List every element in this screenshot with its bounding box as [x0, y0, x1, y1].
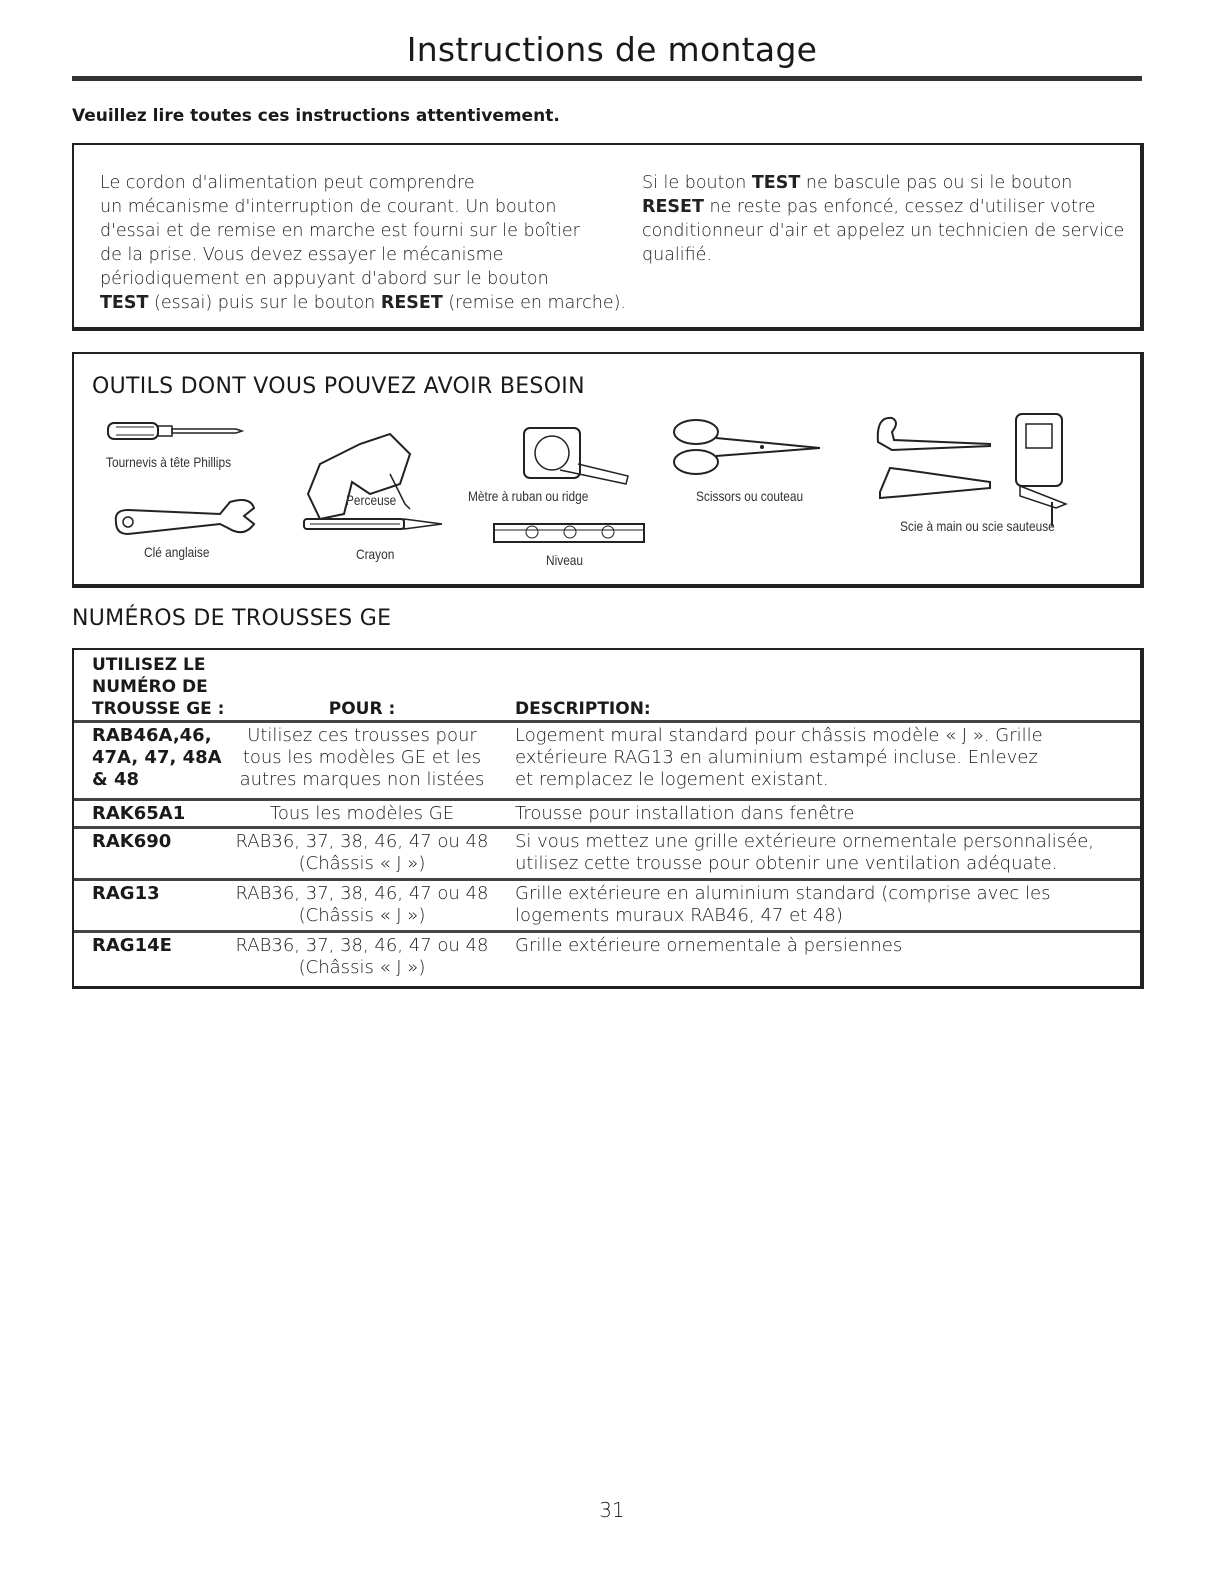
header-description: DESCRIPTION:	[515, 699, 651, 719]
description-cell	[515, 803, 854, 825]
title-rule	[72, 76, 1142, 81]
saw-icon	[870, 412, 1110, 532]
wrench-icon	[110, 494, 260, 544]
tool-label: Clé anglaise	[144, 544, 210, 560]
for-cell	[234, 725, 490, 791]
scissors-icon	[670, 416, 830, 480]
for-cell	[234, 935, 490, 979]
kit-cell	[92, 831, 171, 853]
cell-line: RAB36, 37, 38, 46, 47 ou 48	[235, 883, 489, 904]
tool-label: Perceuse	[346, 492, 397, 508]
table-header	[74, 650, 1140, 723]
tool-label: Crayon	[356, 546, 395, 562]
kit-cell	[92, 883, 160, 905]
cell-line: RAB36, 37, 38, 46, 47 ou 48	[235, 831, 489, 852]
cell-line: Tous les modèles GE	[269, 803, 455, 824]
table-row	[74, 801, 1140, 829]
text-span: (remise en marche).	[442, 293, 626, 313]
reset-term: RESET	[380, 293, 443, 313]
kits-table	[72, 648, 1144, 989]
cell-line: RAG14E	[92, 935, 172, 956]
for-cell	[234, 883, 490, 927]
page-number: 31	[599, 1498, 625, 1522]
page-title: Instructions de montage	[406, 30, 818, 69]
cell-line: Grille extérieure ornementale à persiennes	[515, 935, 903, 956]
tools-box	[72, 352, 1144, 588]
notice-box	[72, 143, 1144, 331]
text-span: (essai) puis sur le bouton	[148, 293, 381, 313]
header-text: UTILISEZ LE	[92, 655, 206, 675]
header-for: POUR :	[328, 699, 396, 719]
text-line: d'essai et de remise en marche est fourni sur le boîtier	[100, 221, 580, 241]
cell-line: RAK690	[92, 831, 172, 852]
tool-label: Scie à main ou scie sauteuse	[900, 518, 1055, 534]
tool-label: Scissors ou couteau	[696, 488, 804, 504]
pencil-icon	[302, 516, 452, 532]
reset-term: RESET	[642, 197, 704, 217]
cell-line: (Châssis « J »)	[298, 905, 426, 926]
level-icon	[492, 522, 648, 546]
cell-line: Grille extérieure en aluminium standard (comprise avec les	[515, 883, 1051, 904]
cell-line: & 48	[92, 769, 140, 790]
tool-label: Tournevis à tête Phillips	[106, 454, 232, 470]
header-text: TROUSSE GE :	[92, 699, 225, 719]
description-cell	[515, 725, 1043, 791]
subtitle: Veuillez lire toutes ces instructions attentivement.	[72, 106, 560, 126]
text-line: de la prise. Vous devez essayer le mécanisme	[100, 245, 504, 265]
notice-left	[100, 171, 626, 315]
kit-cell	[92, 725, 222, 791]
cell-line: Trousse pour installation dans fenêtre	[515, 803, 855, 824]
header-kit	[92, 654, 224, 720]
header-text: NUMÉRO DE	[92, 677, 208, 697]
text-span: ne reste pas enfoncé, cessez d'utiliser votre	[703, 197, 1096, 217]
table-row	[74, 881, 1140, 933]
text-line	[642, 171, 1124, 195]
cell-line: et remplacez le logement existant.	[515, 769, 829, 790]
cell-line: RAG13	[92, 883, 160, 904]
text-span: Si le bouton	[642, 173, 752, 193]
for-cell	[234, 831, 490, 875]
kit-cell	[92, 803, 185, 825]
description-cell	[515, 883, 1050, 927]
kits-heading: NUMÉROS DE TROUSSES GE	[72, 606, 392, 631]
cell-line: RAB36, 37, 38, 46, 47 ou 48	[235, 935, 489, 956]
cell-line: Si vous mettez une grille extérieure ornementale personnalisée,	[515, 831, 1094, 852]
description-cell	[515, 935, 902, 957]
cell-line: RAK65A1	[92, 803, 186, 824]
table-row	[74, 723, 1140, 801]
cell-line: autres marques non listées	[239, 769, 485, 790]
cell-line: extérieure RAG13 en aluminium estampé incluse. Enlevez	[515, 747, 1038, 768]
cell-line: (Châssis « J »)	[298, 853, 426, 874]
text-line: Le cordon d'alimentation peut comprendre	[100, 173, 475, 193]
test-term: TEST	[751, 173, 801, 193]
kit-cell	[92, 935, 172, 957]
table-row	[74, 829, 1140, 881]
cell-line: utilisez cette trousse pour obtenir une ventilation adéquate.	[515, 853, 1058, 874]
text-line	[642, 195, 1124, 219]
cell-line: Logement mural standard pour châssis modèle « J ». Grille	[515, 725, 1043, 746]
text-line	[100, 291, 626, 315]
notice-right	[642, 171, 1124, 267]
tool-label: Niveau	[546, 552, 584, 568]
text-line: un mécanisme d'interruption de courant. Un bouton	[100, 197, 557, 217]
cell-line: tous les modèles GE et les	[242, 747, 482, 768]
test-term: TEST	[100, 293, 149, 313]
cell-line: logements muraux RAB46, 47 et 48)	[515, 905, 843, 926]
cell-line: RAB46A,46,	[92, 725, 212, 746]
description-cell	[515, 831, 1094, 875]
tape-measure-icon	[520, 424, 640, 486]
tool-label: Mètre à ruban ou ridge	[468, 488, 589, 504]
screwdriver-icon	[106, 420, 246, 442]
text-line: conditionneur d'air et appelez un technicien de service	[642, 221, 1125, 241]
text-span: ne bascule pas ou si le bouton	[800, 173, 1073, 193]
for-cell	[234, 803, 490, 825]
text-line: périodiquement en appuyant d'abord sur le bouton	[100, 269, 549, 289]
text-line: qualifié.	[642, 245, 712, 265]
table-row	[74, 933, 1140, 983]
cell-line: Utilisez ces trousses pour	[247, 725, 477, 746]
cell-line: 47A, 47, 48A	[92, 747, 222, 768]
tools-heading: OUTILS DONT VOUS POUVEZ AVOIR BESOIN	[92, 374, 585, 399]
cell-line: (Châssis « J »)	[298, 957, 426, 978]
drill-icon	[300, 424, 430, 524]
